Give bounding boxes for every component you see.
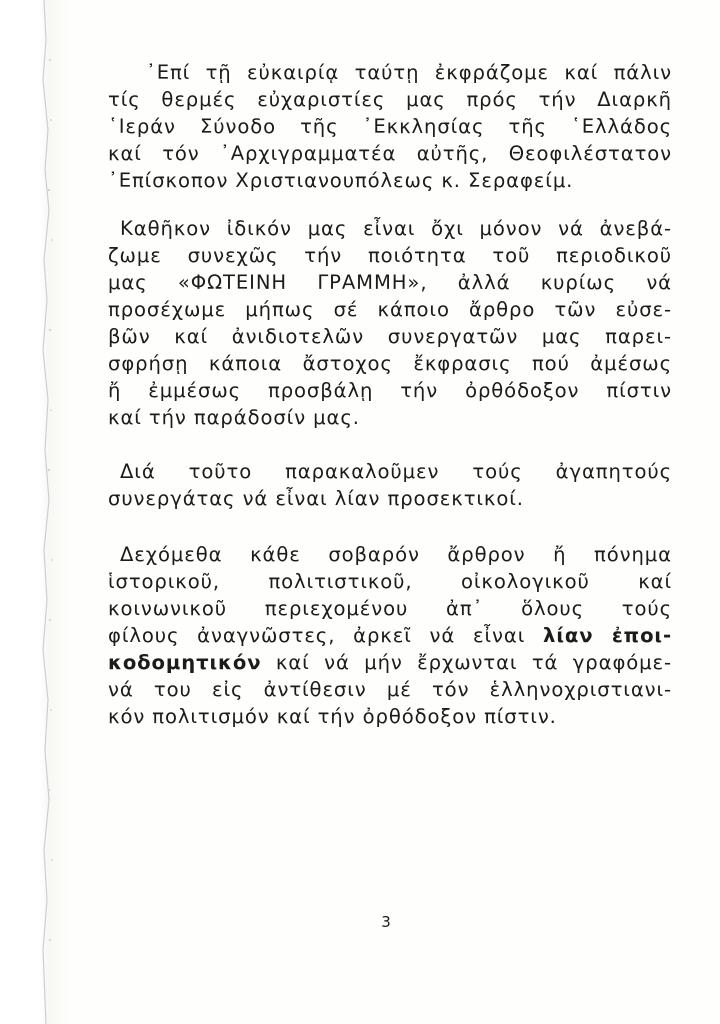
text-line: ἤ ἐμμέσως προσβάλῃ τήν ὀρθόδοξον πίστιν <box>108 379 672 402</box>
text-line: συνεργάτας νά εἶναι λίαν προσεκτικοί. <box>108 487 524 510</box>
text-line: ζωμε συνεχῶς τήν ποιότητα τοῦ περιοδικοῦ <box>108 244 672 267</box>
paragraph-1 <box>108 59 672 194</box>
text-line: κοινωνικοῦ περιεχομένου ἀπ᾿ ὅλους τούς <box>108 597 672 620</box>
paragraph-2 <box>108 215 672 431</box>
text-line: ῾Ιεράν Σύνοδο τῆς ᾿Εκκλησίας τῆς ῾Ελλάδος <box>108 115 672 138</box>
text-line: ἱστορικοῦ, πολιτιστικοῦ, οἰκολογικοῦ καί <box>108 570 672 593</box>
text-line: νά του εἰς ἀντίθεσιν μέ τόν ἑλληνοχριστιανι- <box>108 678 672 701</box>
text-line: ᾿Επί τῇ εὐκαιρίᾳ ταύτῃ ἐκφράζομε καί πάλιν <box>146 61 672 84</box>
text-line: τίς θερμές εὐχαριστίες μας πρός τήν Διαρκῆ <box>108 88 672 111</box>
paragraph-3 <box>108 458 672 512</box>
text-line: βῶν καί ἀνιδιοτελῶν συνεργατῶν μας παρει- <box>108 325 672 348</box>
text-line: προσέχωμε μήπως σέ κάποιο ἄρθρο τῶν εὐσε- <box>108 298 672 321</box>
paragraph-4 <box>108 541 672 730</box>
text-line: μας «ΦΩΤΕΙΝΗ ΓΡΑΜΜΗ», ἀλλά κυρίως νά <box>108 271 672 294</box>
torn-edge-graphic <box>30 0 70 1024</box>
text-run: καί νά μήν ἔρχωνται τά γραφόμε- <box>261 651 672 674</box>
text-line: κόν πολιτισμόν καί τήν ὀρθόδοξον πίστιν. <box>108 705 557 728</box>
text-line-with-emphasis <box>108 622 672 649</box>
emphasis-text: κοδομητικόν <box>108 651 262 674</box>
text-line: Δεχόμεθα κάθε σοβαρόν ἄρθρον ἤ πόνημα <box>120 543 672 566</box>
text-line: ᾿Επίσκοπον Χριστιανουπόλεως κ. Σεραφείμ. <box>108 169 574 192</box>
text-line: καί τόν ᾿Αρχιγραμματέα αὐτῆς, Θεοφιλέστατον <box>108 142 672 165</box>
emphasis-text: λίαν ἐποι- <box>543 624 672 647</box>
binding-edge <box>0 0 70 1024</box>
page-number: 3 <box>381 913 391 931</box>
text-run: φίλους ἀναγνῶστες, ἀρκεῖ νά εἶναι <box>108 624 544 647</box>
text-line: καί τήν παράδοσίν μας. <box>108 406 360 429</box>
text-line-with-emphasis <box>108 649 672 676</box>
text-line: σφρήσῃ κάποια ἄστοχος ἔκφρασις πού ἀμέσως <box>108 352 672 375</box>
text-line: Καθῆκον ἰδικόν μας εἶναι ὄχι μόνον νά ἀνεβά- <box>120 217 672 240</box>
text-line: Διά τοῦτο παρακαλοῦμεν τούς ἀγαπητούς <box>120 460 672 483</box>
